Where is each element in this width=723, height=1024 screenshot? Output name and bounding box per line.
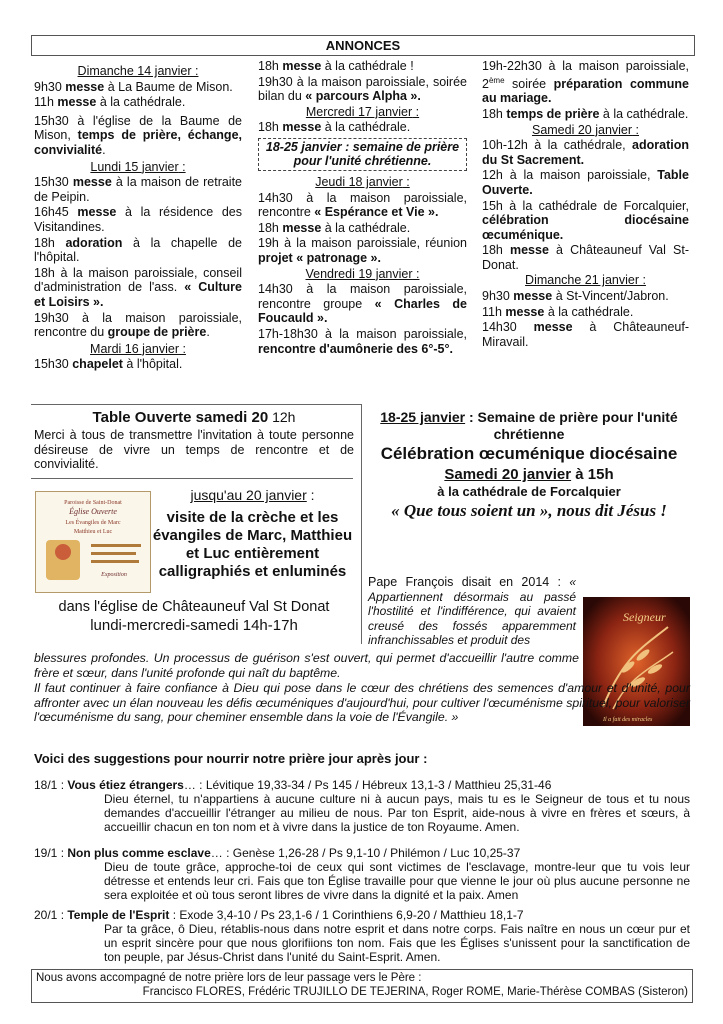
celebration-place: à la cathédrale de Forcalquier — [437, 484, 621, 499]
table-ouverte-title: Table Ouverte samedi 20 12h — [92, 409, 296, 426]
svg-text:Paroisse de Saint-Donat: Paroisse de Saint-Donat — [64, 500, 122, 506]
creche-hours: lundi-mercredi-samedi 14h-17h — [90, 617, 298, 634]
divider — [361, 404, 362, 644]
pope-quote-intro: Pape François disait en 2014 : « Appartiennent désormais au passé l'hostilité et l'indifférence, qui avaient creusé des fossés apparemment infranchissables et produit des — [368, 575, 576, 647]
announcement: 18h messe à la cathédrale. — [258, 220, 411, 235]
announcement: 18h messe à la cathédrale. — [258, 120, 411, 135]
announcements-header — [31, 35, 695, 56]
creche-place: dans l'église de Châteauneuf Val St Donat — [58, 599, 330, 615]
svg-text:Il a fait des miracles: Il a fait des miracles — [603, 717, 653, 723]
creche-poster-illustration — [36, 492, 150, 592]
day-heading: Dimanche 14 janvier : — [77, 64, 199, 78]
table-ouverte-text: Merci à tous de transmettre l'invitation à toute personne désireuse de vivre un temps de rencontre et de convivialité. — [34, 428, 354, 472]
suggestion-refs: 19/1 : Non plus comme esclave… : Genèse 1,26-28 / Ps 9,1-10 / Philémon / Luc 10,25-37 — [34, 846, 521, 860]
svg-text:Seigneur: Seigneur — [623, 610, 666, 624]
announcement: 15h30 chapelet à l'hôpital. — [34, 357, 183, 372]
divider — [31, 404, 361, 405]
announcement: 15h à la cathédrale de Forcalquier, célébration diocésaine œcuménique. — [482, 198, 689, 242]
announcement: 19h30 à la maison paroissiale, soirée bilan du « parcours Alpha ». — [258, 74, 467, 104]
suggestions-section — [34, 752, 690, 964]
announcement: 15h30 messe à la maison de retraite de Peipin. — [34, 175, 243, 204]
announcement: 18h temps de prière à la cathédrale. — [482, 106, 689, 121]
day-heading: Vendredi 19 janvier : — [305, 266, 420, 281]
column-2 — [258, 59, 467, 357]
announcement: 9h30 messe à La Baume de Mison. — [34, 79, 233, 94]
day-heading: Samedi 20 janvier : — [531, 122, 639, 137]
column-3 — [482, 59, 689, 350]
announcement: 18h messe à Châteauneuf Val St-Donat. — [482, 243, 689, 272]
creche-until: jusqu'au 20 janvier : — [190, 487, 315, 503]
announcement: 9h30 messe à St-Vincent/Jabron. — [482, 289, 669, 304]
day-heading: Mercredi 17 janvier : — [305, 104, 420, 119]
creche-poster-image — [35, 491, 151, 593]
pope-quote-body: blessures profondes. Un processus de guérison s'est ouvert, qui permet d'accueillir l'autre comme frère et sœur, dans l'unité profonde qui naît du baptême. — [34, 651, 579, 680]
announcement: 14h30 à la maison paroissiale, rencontre groupe « Charles de Foucauld ». — [258, 282, 467, 326]
day-heading: Jeudi 18 janvier : — [315, 174, 410, 189]
footer-line-2: Francisco FLORES, Frédéric TRUJILLO DE TEJERINA, Roger ROME, Marie-Thérèse COMBAS (Sisteron) — [142, 986, 688, 998]
pope-quote-continued: Il faut continuer à faire confiance à Dieu qui pose dans le cœur des chrétiens des semences d'amour et d'unité, pour affronter avec un élan nouveau les défis œcuméniques d'aujourd'hui, pour cultiver l'œcuménisme spirituel, pour valoriser l'œcuménisme du sang, pour cheminer ensemble dans la voie de l'Évangile. » — [34, 681, 690, 725]
unity-week-section — [368, 409, 690, 521]
day-heading: Dimanche 21 janvier : — [525, 273, 646, 288]
announcement: 19h-22h30 à la maison paroissiale, 2ème soirée préparation commune au mariage. — [482, 59, 689, 106]
announcement: 18h adoration à la chapelle de l'hôpital. — [34, 235, 242, 265]
svg-text:Matthieu et Luc: Matthieu et Luc — [73, 529, 113, 535]
announcement: 18h à la maison paroissiale, conseil d'administration de l'ass. « Culture et Loisirs ». — [34, 265, 242, 309]
announcement: 15h30 à l'église de la Baume de Mison, temps de prière, échange, convivialité. — [34, 113, 242, 157]
unity-week-heading: 18-25 janvier : Semaine de prière pour l'unité chrétienne — [380, 409, 678, 442]
table-ouverte-section — [34, 409, 354, 472]
footer-line-1: Nous avons accompagné de notre prière lors de leur passage vers le Père : — [36, 972, 422, 984]
suggestion-prayer: Dieu éternel, tu n'appartiens à aucune culture ni à aucun pays, mais tu es le Seigneur de tous et tu nous demandes d'accueillir l'étranger au milieu de nous. Par ton Esprit, aide-nous à vivre en frères et sœurs, à accueillir chacun en ton nom et à vivre dans la justice de ton Royaume. Amen. — [104, 792, 690, 834]
announcement: 11h messe à la cathédrale. — [34, 95, 186, 110]
announcement: 12h à la maison paroissiale, Table Ouverte. — [482, 168, 689, 197]
announcement: 11h messe à la cathédrale. — [482, 304, 634, 319]
announcements-title: ANNONCES — [325, 38, 401, 53]
svg-text:Église Ouverte: Église Ouverte — [69, 507, 117, 516]
svg-text:Les Évangiles de Marc: Les Évangiles de Marc — [65, 520, 121, 526]
announcement: 17h-18h30 à la maison paroissiale, rencontre d'aumônerie des 6°-5°. — [258, 326, 467, 356]
column-1 — [34, 62, 242, 373]
unity-week-box: 18-25 janvier : semaine de prière pour l'unité chrétienne. — [258, 138, 467, 171]
celebration-date: Samedi 20 janvier à 15h — [444, 466, 614, 483]
announcement: 19h30 à la maison paroissiale, rencontre du groupe de prière. — [34, 310, 242, 340]
creche-section — [150, 487, 355, 581]
divider — [31, 478, 353, 479]
day-heading: Mardi 16 janvier : — [90, 341, 186, 356]
day-heading: Lundi 15 janvier : — [90, 159, 186, 174]
suggestion-prayer: Dieu de toute grâce, approche-toi de ceux qui sont victimes de l'esclavage, montre-leur que tu vois leur détresse et entends leur cri. Fais que ton Église travaille pour que vienne le jour où plus aucune personne ne sera exploitée et où tous seront libres de vivre dans la dignité et la paix. Amen — [104, 860, 690, 902]
celebration-title: Célébration œcuménique diocésaine — [380, 444, 678, 463]
announcement: 14h30 messe à Châteauneuf-Miravail. — [482, 320, 689, 349]
announcement: 19h à la maison paroissiale, réunion projet « patronage ». — [258, 236, 467, 265]
suggestion-refs: 18/1 : Vous étiez étrangers… : Lévitique 19,33-34 / Ps 145 / Hébreux 13,1-3 / Matthieu 25,31-46 — [34, 778, 552, 792]
celebration-quote: « Que tous soient un », nous dit Jésus ! — [391, 501, 667, 520]
announcement: 18h messe à la cathédrale ! — [258, 59, 414, 73]
announcement: 16h45 messe à la résidence des Visitandines. — [34, 205, 242, 234]
svg-text:Exposition: Exposition — [101, 572, 127, 578]
announcement: 14h30 à la maison paroissiale, rencontre « Espérance et Vie ». — [258, 190, 467, 220]
creche-title: visite de la crèche et les évangiles de Marc, Matthieu et Luc entièrement calligraphiés et enluminés — [152, 509, 353, 580]
suggestion-refs: 20/1 : Temple de l'Esprit : Exode 3,4-10 / Ps 23,1-6 / 1 Corinthiens 6,9-20 / Matthieu 18,1-7 — [34, 908, 524, 922]
announcement: 10h-12h à la cathédrale, adoration du St Sacrement. — [482, 138, 689, 167]
footer-box — [31, 969, 693, 1003]
suggestion-prayer: Par ta grâce, ô Dieu, rétablis-nous dans notre esprit et dans notre corps. Fais naître en nous un cœur pur et un esprit sincère pour que nous glorifiions ton nom. Fais que les Églises s'unissent pour la sanctification de ton peuple, par Jésus-Christ dans l'unité du Saint-Esprit. Amen. — [104, 922, 690, 964]
suggestions-heading: Voici des suggestions pour nourrir notre prière jour après jour : — [34, 751, 428, 766]
